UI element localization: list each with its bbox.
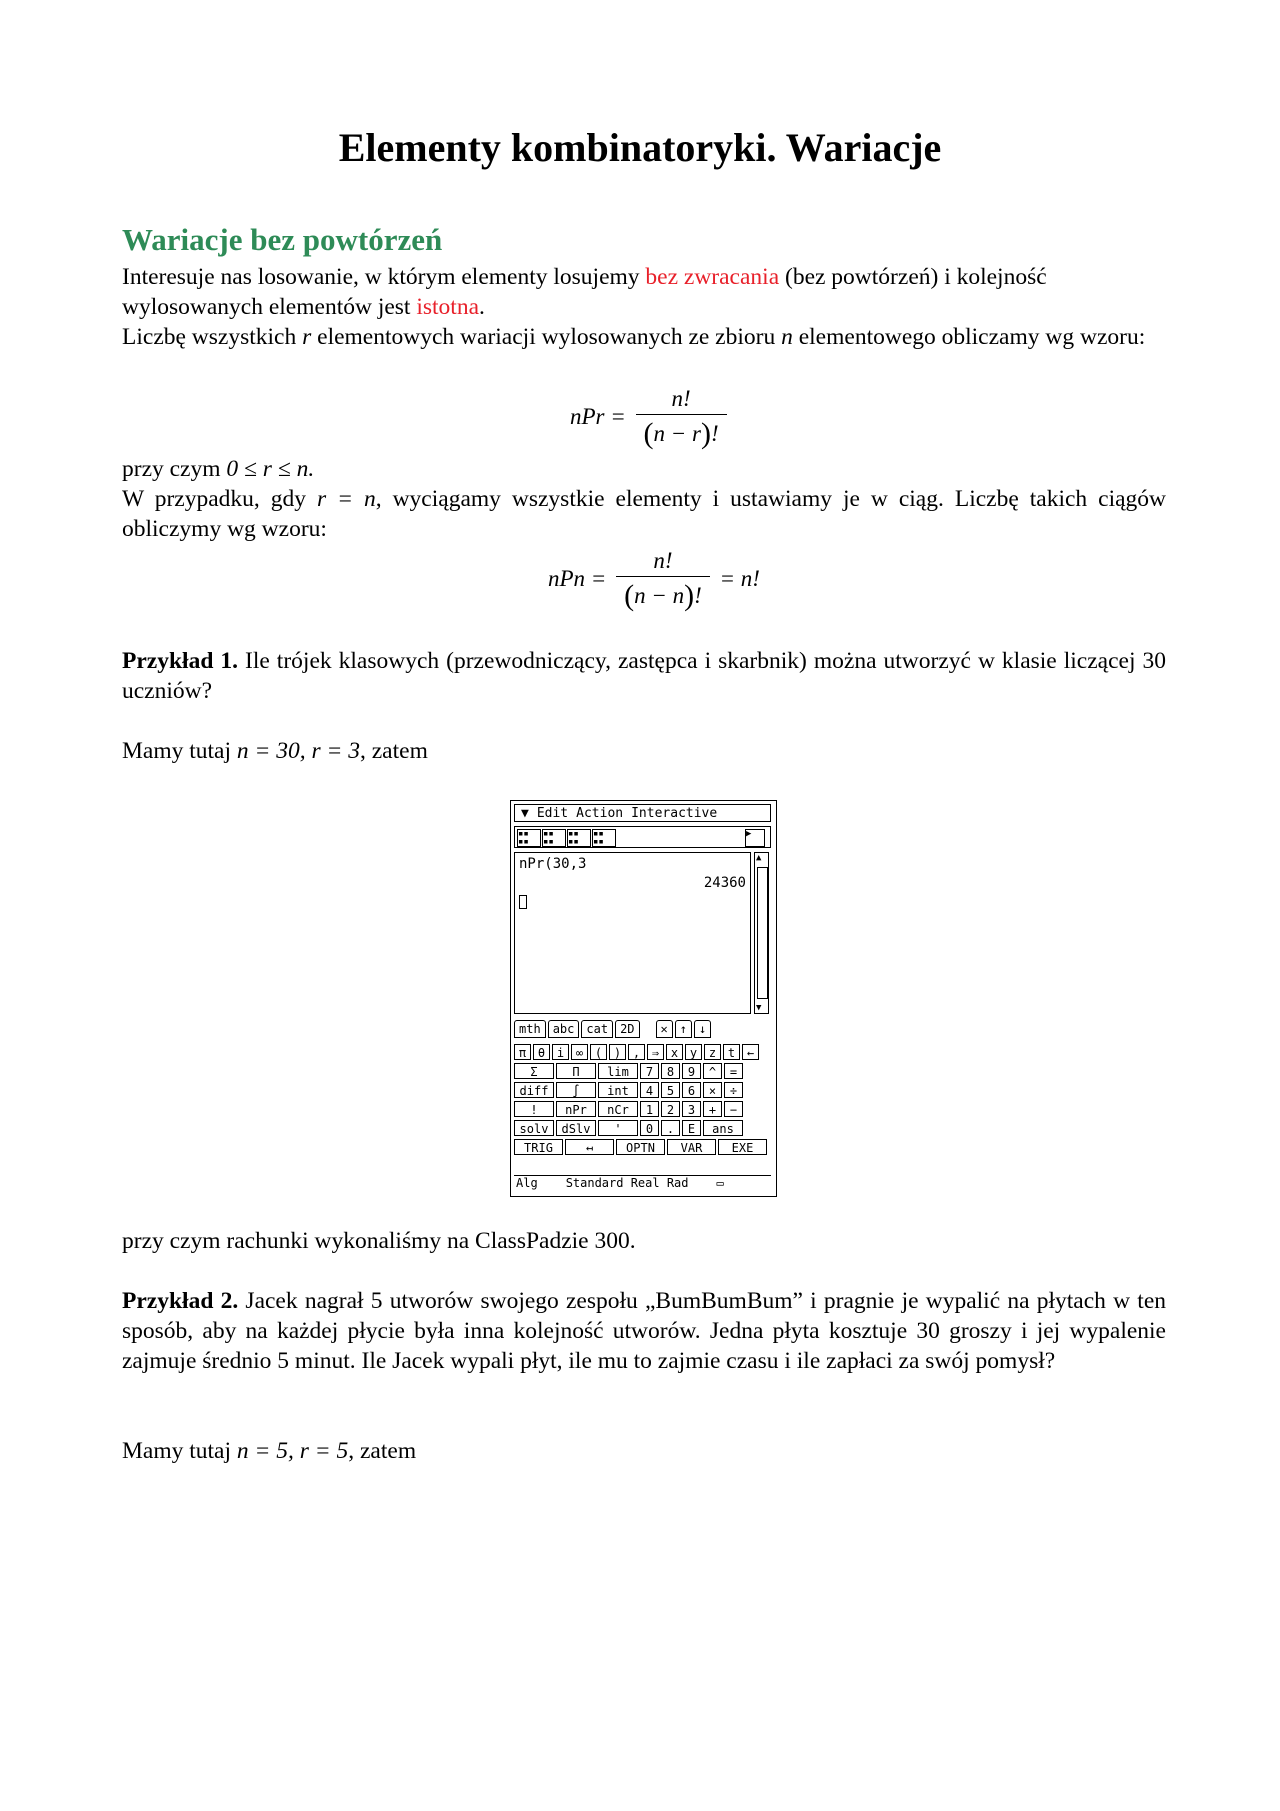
close-keyboard-icon[interactable]: ✕: [656, 1020, 673, 1038]
classpad-screenshot: [510, 800, 777, 1197]
key-pi[interactable]: π: [514, 1044, 531, 1060]
given-text: Mamy tutaj: [122, 738, 237, 764]
toolbar-right-arrow-icon[interactable]: ▶: [745, 829, 765, 847]
assign-icon[interactable]: ▪▪ ▪▪: [567, 829, 591, 847]
given-text: , zatem: [360, 738, 428, 764]
keypad-row: [514, 1139, 771, 1155]
case-expr: r = n: [317, 486, 376, 512]
formula-npn: [548, 548, 760, 613]
scroll-up-icon[interactable]: ▲: [756, 853, 762, 863]
tab-2d[interactable]: 2D: [615, 1020, 639, 1038]
key-t[interactable]: t: [723, 1044, 740, 1060]
formula-fraction: [616, 548, 710, 613]
menu-arrow-icon[interactable]: ▼: [521, 805, 529, 821]
condition-line: [122, 454, 1166, 484]
key-ncr[interactable]: nCr: [598, 1101, 638, 1117]
case-text: , wyciągamy wszystkie elementy i ustawiamy je w ciąg. Liczbę takich ciągów obliczymy wg wzoru:: [122, 486, 1166, 542]
fraction-toggle-icon[interactable]: ▪▪ ▪▪: [517, 829, 541, 847]
key-infinity[interactable]: ∞: [571, 1044, 588, 1060]
intro-text: Interesuje nas losowanie, w którym elementy losujemy: [122, 264, 646, 290]
given-expr: n = 30, r = 3: [236, 738, 360, 764]
key-exponent[interactable]: E: [682, 1120, 701, 1136]
calc-toolbar: [514, 826, 771, 848]
keypad-row: [514, 1120, 771, 1136]
status-settings: Standard Real Rad: [565, 1176, 689, 1190]
key-diff[interactable]: diff: [514, 1082, 554, 1098]
formula-lhs: nPn =: [548, 565, 607, 591]
keyboard-tabs: [514, 1020, 771, 1038]
section-heading: Wariacje bez powtórzeń: [122, 222, 443, 257]
example-label: Przykład 1.: [122, 648, 239, 674]
example-text: Ile trójek klasowych (przewodniczący, zastępca i skarbnik) można utworzyć w klasie liczącej 30 uczniów?: [122, 648, 1166, 704]
key-multiply[interactable]: ×: [703, 1082, 722, 1098]
key-product[interactable]: Π: [556, 1063, 596, 1079]
key-6[interactable]: 6: [682, 1082, 701, 1098]
key-npr[interactable]: nPr: [556, 1101, 596, 1117]
calc-menu-bar: [514, 804, 771, 822]
math-var-r: r: [302, 324, 312, 350]
keyboard-down-icon[interactable]: ↓: [694, 1020, 711, 1038]
scroll-thumb[interactable]: [757, 867, 768, 999]
intro-text: (bez powtórzeń) i kolejność wylosowanych elementów jest: [122, 264, 1047, 320]
key-z[interactable]: z: [704, 1044, 721, 1060]
denominator-factorial: !: [694, 583, 702, 608]
key-var[interactable]: VAR: [667, 1139, 716, 1155]
keypad-row: [514, 1063, 771, 1079]
given-text: Mamy tutaj: [122, 1438, 237, 1464]
given-expr: n = 5, r = 5: [236, 1438, 349, 1464]
key-backspace[interactable]: ←: [742, 1044, 759, 1060]
condition-expr: 0 ≤ r ≤ n.: [226, 456, 315, 482]
keypad-row: [514, 1101, 771, 1117]
key-int[interactable]: int: [598, 1082, 638, 1098]
graph-window-icon[interactable]: ▪▪ ▪▪: [592, 829, 616, 847]
key-sigma[interactable]: Σ: [514, 1063, 554, 1079]
key-plus[interactable]: +: [703, 1101, 722, 1117]
math-var-n: n: [781, 324, 793, 350]
calc-cursor: [519, 895, 527, 909]
calc-keypad: [514, 1044, 771, 1158]
menu-item-interactive[interactable]: Interactive: [631, 805, 718, 821]
key-decimal[interactable]: .: [661, 1120, 680, 1136]
status-mode: Alg: [516, 1176, 538, 1190]
menu-item-action[interactable]: Action: [576, 805, 624, 821]
key-integral[interactable]: ∫: [556, 1082, 596, 1098]
formula-lhs: nPr =: [570, 403, 626, 429]
fraction-denominator: (n − r)!: [636, 414, 727, 451]
key-4[interactable]: 4: [640, 1082, 659, 1098]
key-equals[interactable]: =: [724, 1063, 743, 1079]
calc-scrollbar[interactable]: [754, 852, 769, 1014]
key-prime[interactable]: ': [598, 1120, 638, 1136]
example-1: [122, 646, 1166, 706]
key-x[interactable]: x: [666, 1044, 683, 1060]
calculator-note: przy czym rachunki wykonaliśmy na ClassPadzie 300.: [122, 1228, 636, 1254]
tab-cat[interactable]: cat: [581, 1020, 613, 1038]
formula-fraction: [636, 386, 727, 451]
key-trig[interactable]: TRIG: [514, 1139, 563, 1155]
key-y[interactable]: y: [685, 1044, 702, 1060]
key-optn[interactable]: OPTN: [616, 1139, 665, 1155]
key-exe[interactable]: EXE: [718, 1139, 767, 1155]
calc-input-expression: nPr(30,3: [519, 856, 587, 872]
example-label: Przykład 2.: [122, 1288, 239, 1314]
scroll-down-icon[interactable]: ▼: [756, 1003, 762, 1013]
intro-text: Liczbę wszystkich: [122, 324, 303, 350]
intro-text: elementowych wariacji wylosowanych ze zbioru: [311, 324, 782, 350]
key-7[interactable]: 7: [640, 1063, 659, 1079]
key-0[interactable]: 0: [640, 1120, 659, 1136]
fraction-numerator: n!: [653, 548, 673, 573]
denominator-expr: n − r: [653, 421, 702, 446]
example-2-given: [122, 1436, 1166, 1466]
tab-mth[interactable]: mth: [514, 1020, 546, 1038]
intro-text: .: [479, 294, 485, 320]
key-1[interactable]: 1: [640, 1101, 659, 1117]
calc-result: 24360: [703, 875, 746, 891]
calc-work-area[interactable]: [514, 852, 751, 1014]
key-implies[interactable]: ⇒: [647, 1044, 664, 1060]
menu-item-edit[interactable]: Edit: [536, 805, 569, 821]
key-3[interactable]: 3: [682, 1101, 701, 1117]
shift-up-icon[interactable]: ↑: [675, 1020, 692, 1038]
simplify-icon[interactable]: ▪▪ ▪▪: [542, 829, 566, 847]
highlight-istotna: istotna: [416, 294, 480, 320]
fraction-denominator: (n − n)!: [616, 576, 710, 613]
key-close-paren[interactable]: ): [609, 1044, 626, 1060]
key-9[interactable]: 9: [682, 1063, 701, 1079]
case-paragraph: [122, 484, 1166, 544]
key-8[interactable]: 8: [661, 1063, 680, 1079]
tab-abc[interactable]: abc: [548, 1020, 580, 1038]
key-2[interactable]: 2: [661, 1101, 680, 1117]
key-divide[interactable]: ÷: [724, 1082, 743, 1098]
case-text: W przypadku, gdy: [122, 486, 318, 512]
battery-icon: ▭: [716, 1176, 724, 1190]
key-power[interactable]: ^: [703, 1063, 722, 1079]
denominator-factorial: !: [711, 421, 719, 446]
page-title: Elementy kombinatoryki. Wariacje: [338, 125, 942, 170]
formula-rhs: = n!: [719, 565, 760, 591]
intro-paragraph-1: [122, 262, 1166, 322]
key-lim[interactable]: lim: [598, 1063, 638, 1079]
key-factorial[interactable]: !: [514, 1101, 554, 1117]
key-dsolve[interactable]: dSlv: [556, 1120, 596, 1136]
undo-icon[interactable]: ↤: [565, 1139, 614, 1155]
condition-text: przy czym: [122, 456, 227, 482]
key-open-paren[interactable]: (: [590, 1044, 607, 1060]
keypad-row: [514, 1082, 771, 1098]
fraction-numerator: n!: [671, 386, 691, 411]
denominator-expr: n − n: [634, 583, 685, 608]
given-text: , zatem: [348, 1438, 417, 1464]
key-i[interactable]: i: [552, 1044, 569, 1060]
key-minus[interactable]: −: [724, 1101, 743, 1117]
example-text: Jacek nagrał 5 utworów swojego zespołu „BumBumBum” i pragnie je wypalić na płytach w ten sposób, aby na każdej płycie była inna kolejność utworów. Jedna płyta kosztuje 30 groszy i jej wypalenie zajmuje średnio 5 minut. Ile Jacek wypali płyt, ile mu to zajmie czasu i ile zapłaci za swój pomysł?: [122, 1288, 1166, 1374]
key-ans[interactable]: ans: [703, 1120, 743, 1136]
example-1-given: [122, 736, 1166, 766]
highlight-bez-zwracania: bez zwracania: [645, 264, 780, 290]
key-theta[interactable]: θ: [533, 1044, 550, 1060]
keypad-row: [514, 1044, 771, 1060]
intro-text: elementowego obliczamy wg wzoru:: [792, 324, 1146, 350]
key-solve[interactable]: solv: [514, 1120, 554, 1136]
example-2: [122, 1286, 1166, 1376]
intro-paragraph-2: [122, 322, 1166, 352]
key-5[interactable]: 5: [661, 1082, 680, 1098]
key-comma[interactable]: ,: [628, 1044, 645, 1060]
formula-npr: [570, 386, 731, 451]
calc-status-bar: [514, 1175, 771, 1191]
